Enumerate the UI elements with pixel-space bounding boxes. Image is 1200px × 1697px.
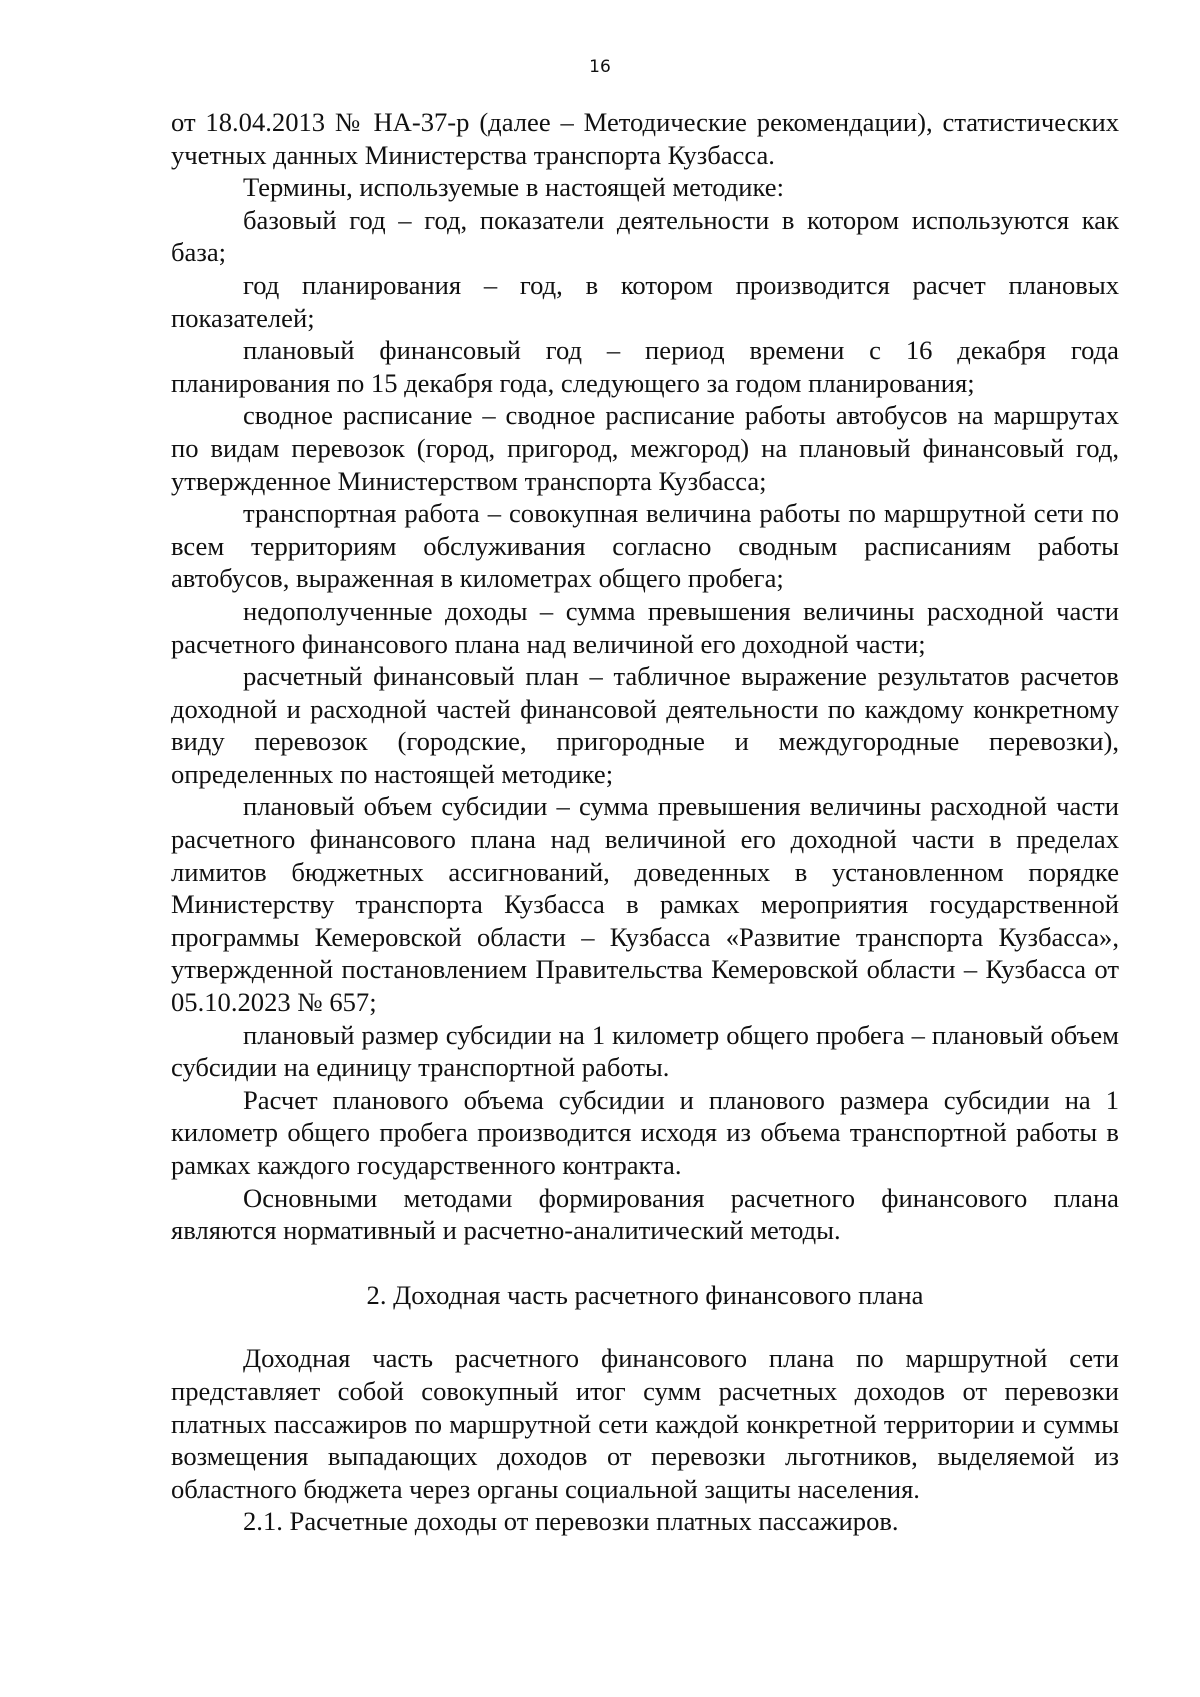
paragraph-term-financial-plan: расчетный финансовый план – табличное выражение результатов расчетов доходной и расходной частей финансовой деятельности по каждому конкретному виду перевозок (городские, пригородные и междугородные перевозки), определенных по настоящей методике; [171, 661, 1119, 789]
paragraph-term-base-year: базовый год – год, показатели деятельности в котором используются как база; [171, 204, 1119, 268]
paragraph-paid-passenger-income: 2.1. Расчетные доходы от перевозки платных пассажиров. [243, 1506, 899, 1537]
paragraph-term-planning-year: год планирования – год, в котором производится расчет плановых показателей; [171, 269, 1119, 333]
paragraph-subsidy-calculation: Расчет планового объема субсидии и планового размера субсидии на 1 километр общего пробега производится исходя из объема транспортной работы в рамках каждого государственного контракта. [171, 1084, 1119, 1180]
paragraph-methodology-sources: от 18.04.2013 № НА-37-р (далее – Методические рекомендации), статистических учетных данных Министерства транспорта Кузбасса. [171, 107, 1119, 170]
section-heading-income-part: 2. Доходная часть расчетного финансового плана [366, 1279, 924, 1310]
page-number: 16 [589, 57, 611, 77]
paragraph-planning-methods: Основными методами формирования расчетного финансового плана являются нормативный и расчетно-аналитический методы. [171, 1182, 1119, 1246]
paragraph-term-planned-financial-year: плановый финансовый год – период времени с 16 декабря года планирования по 15 декабря года, следующего за годом планирования; [171, 335, 1119, 398]
paragraph-term-consolidated-schedule: сводное расписание – сводное расписание работы автобусов на маршрутах по видам перевозок (город, пригород, межгород) на плановый финансовый год, утвержденное Министерством транспорта Кузбасса; [171, 400, 1119, 496]
paragraph-terms-intro: Термины, используемые в настоящей методике: [243, 172, 784, 203]
document-body [171, 106, 1119, 1538]
paragraph-term-planned-subsidy-volume: плановый объем субсидии – сумма превышения величины расходной части расчетного финансового плана над величиной его доходной части в пределах лимитов бюджетных ассигнований, доведенных в установленном порядке Министерству транспорта Кузбасса в рамках мероприятия государственной программы Кемеровской области – Кузбасса «Развитие транспорта Кузбасса», утвержденной постановлением Правительства Кемеровской области – Кузбасса от 05.10.2023 № 657; [171, 791, 1119, 1018]
paragraph-income-part-description: Доходная часть расчетного финансового плана по маршрутной сети представляет собой совокупный итог сумм расчетных доходов от перевозки платных пассажиров по маршрутной сети каждой конкретной территории и суммы возмещения выпадающих доходов от перевозки льготников, выделяемой из областного бюджета через органы социальной защиты населения. [171, 1343, 1119, 1504]
paragraph-term-subsidy-per-km: плановый размер субсидии на 1 километр общего пробега – плановый объем субсидии на единицу транспортной работы. [171, 1019, 1119, 1083]
paragraph-term-transport-work: транспортная работа – совокупная величина работы по маршрутной сети по всем территориям обслуживания согласно сводным расписаниям работы автобусов, выраженная в километрах общего пробега; [171, 498, 1119, 594]
paragraph-term-lost-income: недополученные доходы – сумма превышения величины расходной части расчетного финансового плана над величиной его доходной части; [171, 595, 1119, 659]
